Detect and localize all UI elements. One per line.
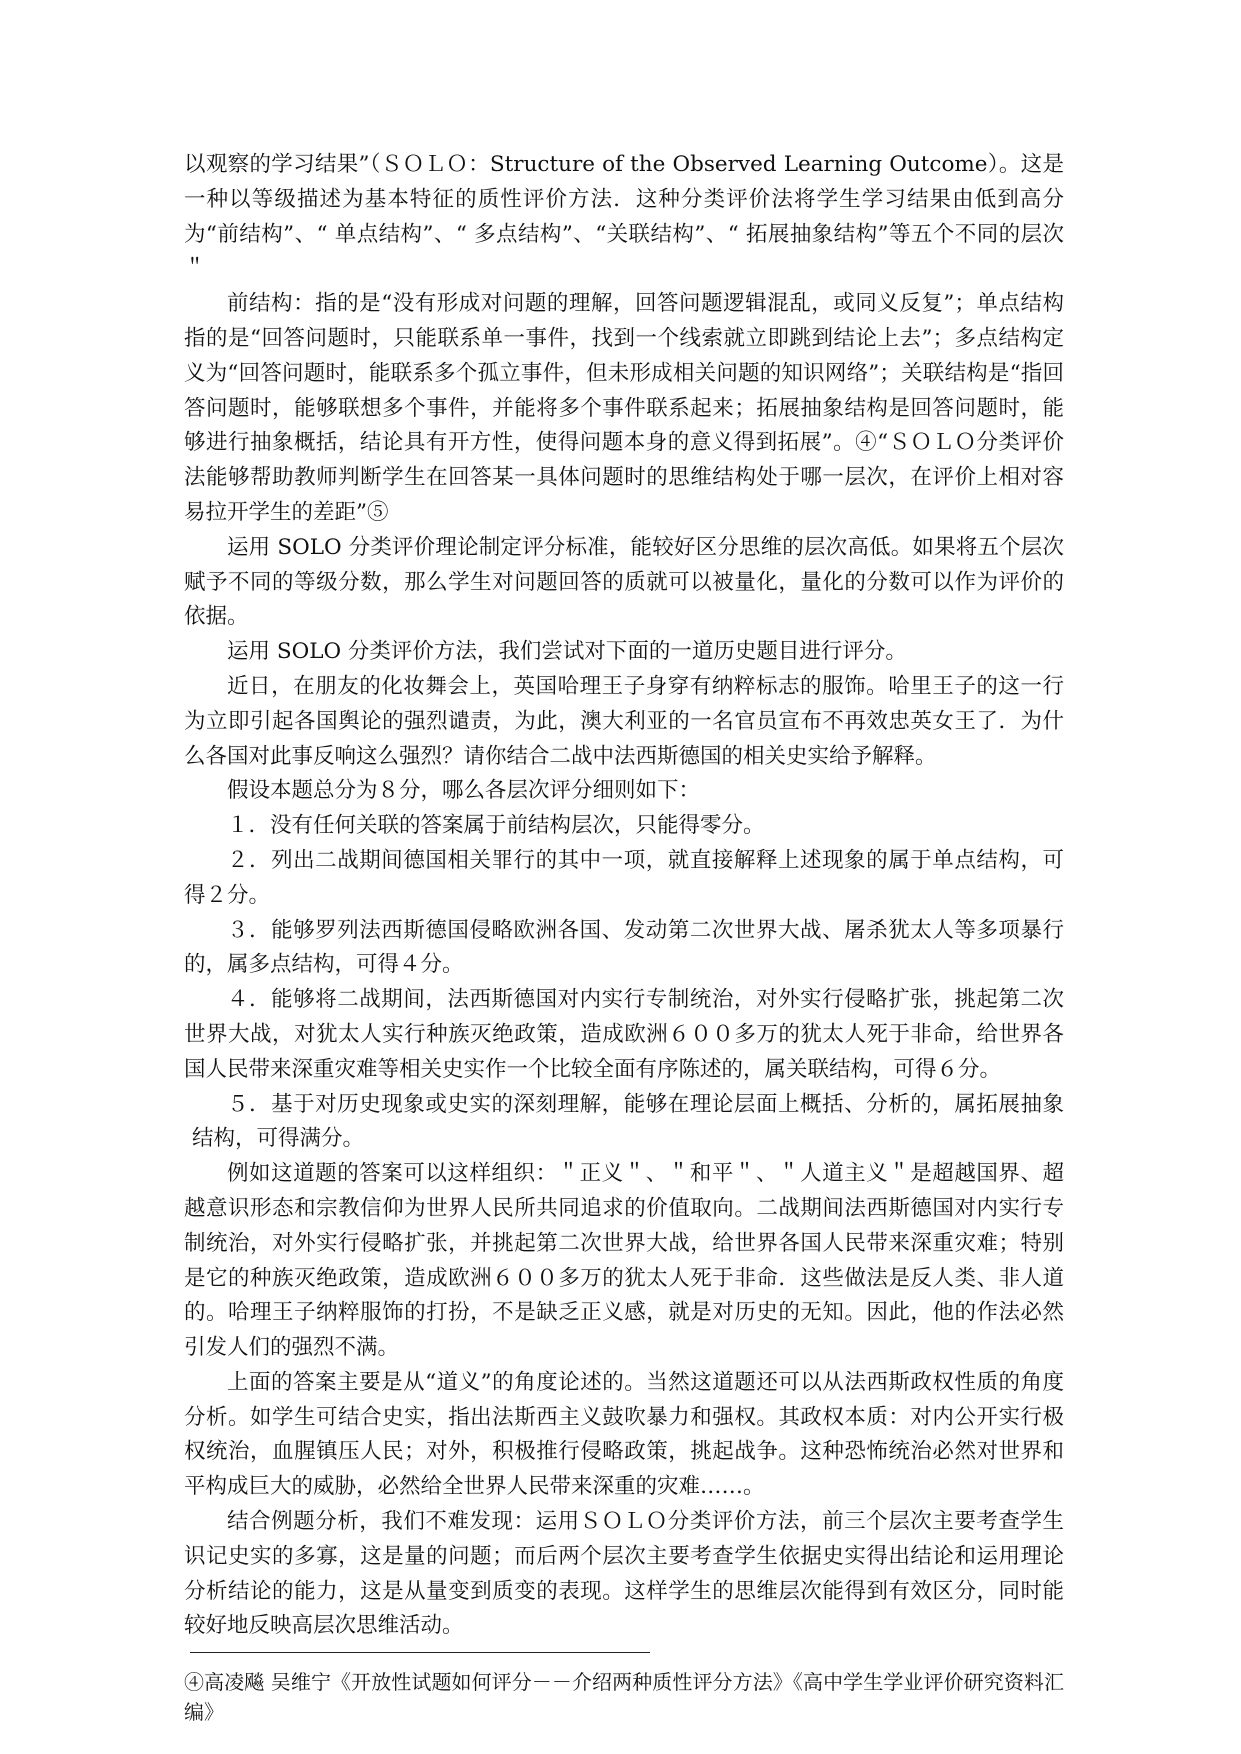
paragraph-answer-analysis: 上面的答案主要是从“道义”的角度论述的。当然这道题还可以从法西斯政权性质的角度分析。如学生可结合史实，指出法斯西主义鼓吹暴力和强权。其政权本质：对内公开实行极权统治，血腥镇压人民；对外，积极推行侵略政策，挑起战争。这种恐怖统治必然对世界和平构成巨大的威胁，必然给全世界人民带来深重的灾难……。 <box>184 1369 1064 1500</box>
paragraph-sample-answer: 例如这道题的答案可以这样组织：＂正义＂、＂和平＂、＂人道主义＂是超越国界、超越意识形态和宗教信仰为世界人民所共同追求的价值取向。二战期间法西斯德国对内实行专制统治，对外实行侵略扩张，并挑起第二次世界大战，给世界各国人民带来深重灾难；特别是它的种族灭绝政策，造成欧洲６００多万的犹太人死于非命．这些做法是反人类、非人道的。哈理王子纳粹服饰的打扮，不是缺乏正义感，就是对历史的无知。因此，他的作法必然引发人们的强烈不满。 <box>184 1161 1064 1361</box>
paragraph-scoring-intro: 假设本题总分为８分，哪么各层次评分细则如下： <box>227 778 701 804</box>
paragraph-history-question: 近日，在朋友的化妆舞会上，英国哈理王子身穿有纳粹标志的服饰。哈里王子的这一行为立即引起各国舆论的强烈谴责，为此，澳大利亚的一名官员宣布不再效忠英女王了．为什么各国对此事反响这么强烈？请你结合二战中法西斯德国的相关史实给予解释。 <box>184 673 1064 769</box>
scoring-item-3: ３．能够罗列法西斯德国侵略欧洲各国、发动第二次世界大战、屠杀犹太人等多项暴行的，属多点结构，可得４分。 <box>184 917 1064 978</box>
footnote-divider <box>190 1652 650 1653</box>
paragraph-example-intro: 运用 SOLO 分类评价方法，我们尝试对下面的一道历史题目进行评分。 <box>227 639 907 665</box>
scoring-item-5: ５．基于对历史现象或史实的深刻理解，能够在理论层面上概括、分析的，属拓展抽象结构，可得满分。 <box>192 1091 1064 1152</box>
scoring-item-1: １．没有任何关联的答案属于前结构层次，只能得零分。 <box>227 813 765 839</box>
paragraph-structure-levels: 前结构：指的是“没有形成对问题的理解，回答问题逻辑混乱，或同义反复”；单点结构指的是“回答问题时，只能联系单一事件，找到一个线索就立即跳到结论上去”；多点结构定义为“回答问题时，能联系多个孤立事件，但未形成相关问题的知识网络”；关联结构是“指回答问题时，能够联想多个事件，并能将多个事件联系起来；拓展抽象结构是回答问题时，能够进行抽象概括，结论具有开方性，使得问题本身的意义得到拓展”。④“ＳＯＬＯ分类评价法能够帮助教师判断学生在回答某一具体问题时的思维结构处于哪一层次，在评价上相对容易拉开学生的差距”⑤ <box>184 291 1064 525</box>
paragraph-conclusion: 结合例题分析，我们不难发现：运用ＳＯＬＯ分类评价方法，前三个层次主要考查学生识记史实的多寡，这是量的问题；而后两个层次主要考查学生依据史实得出结论和运用理论分析结论的能力，这是从量变到质变的表现。这样学生的思维层次能得到有效区分，同时能较好地反映高层次思维活动。 <box>184 1509 1064 1639</box>
scoring-item-2: ２．列出二战期间德国相关罪行的其中一项，就直接解释上述现象的属于单点结构，可得２分。 <box>184 847 1064 908</box>
paragraph-scoring-standard: 运用 SOLO 分类评价理论制定评分标准，能较好区分思维的层次高低。如果将五个层次赋予不同的等级分数，那么学生对问题回答的质就可以被量化，量化的分数可以作为评价的依据。 <box>184 534 1064 630</box>
document-page <box>184 148 1064 1727</box>
paragraph-solo-definition: 以观察的学习结果”（ＳＯＬＯ：Structure of the Observed Learning Outcome）。这是一种以等级描述为基本特征的质性评价方法．这种分类评价法将学生学习结果由低到高分为“前结构”、“ 单点结构”、“ 多点结构”、“关联结构”、“ 拓展抽象结构”等五个不同的层次＂ <box>184 152 1064 282</box>
scoring-item-4: ４．能够将二战期间，法西斯德国对内实行专制统治，对外实行侵略扩张，挑起第二次世界大战，对犹太人实行种族灭绝政策，造成欧洲６００多万的犹太人死于非命，给世界各国人民带来深重灾难等相关史实作一个比较全面有序陈述的，属关联结构，可得６分。 <box>184 987 1064 1082</box>
footnote: ④高凌飚 吴维宁《开放性试题如何评分－－介绍两种质性评分方法》《高中学生学业评价研究资料汇编》 <box>184 1670 1064 1725</box>
